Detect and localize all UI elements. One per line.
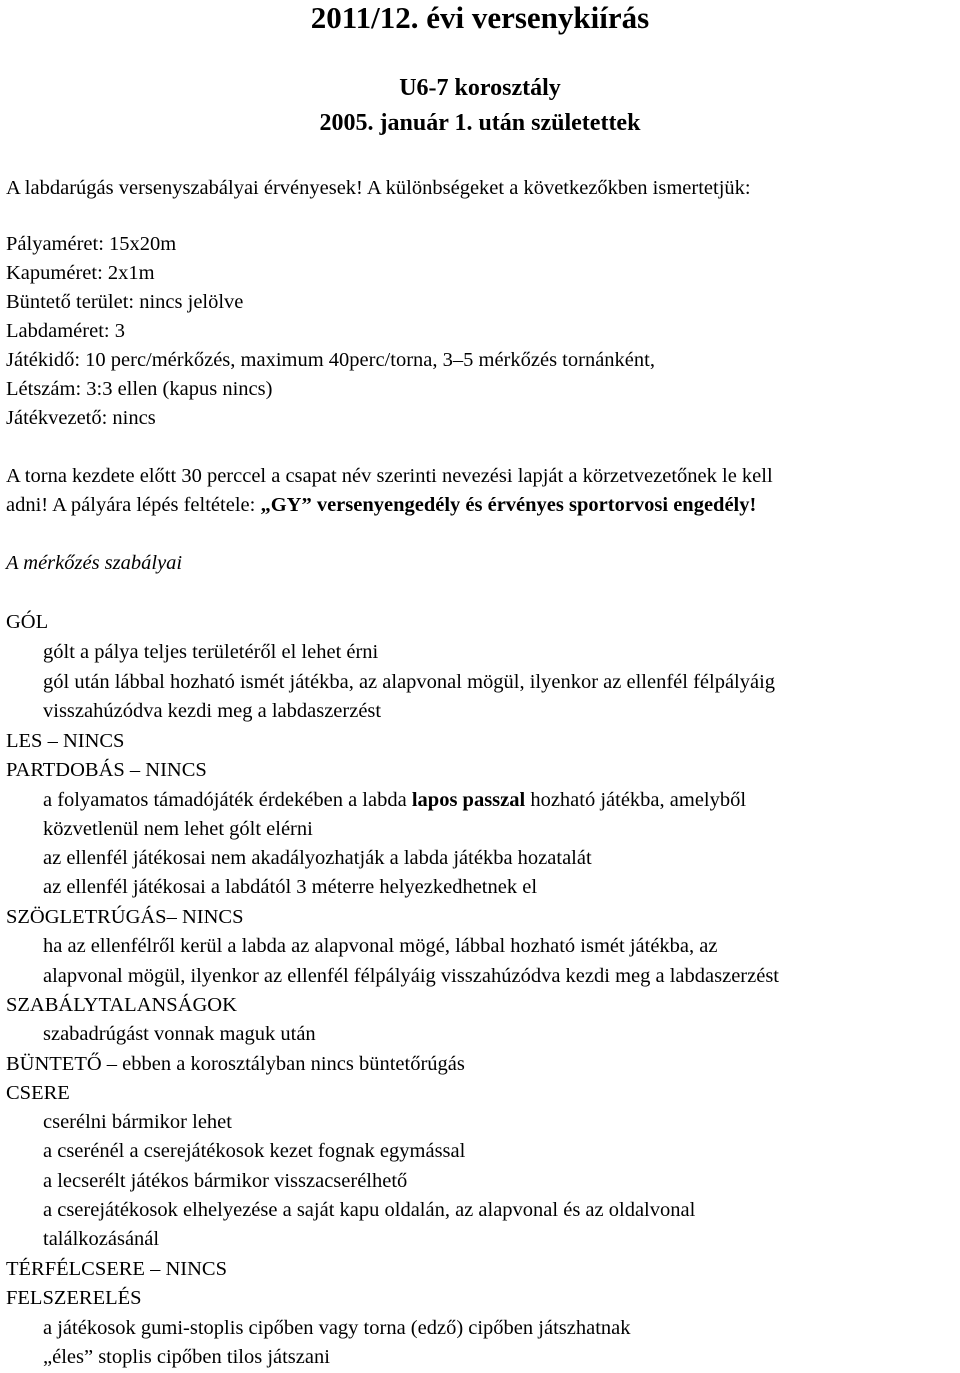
registration-prefix: adni! A pályára lépés feltétele: (6, 494, 261, 516)
partdobas-rule-2: az ellenfél játékosai nem akadályozhatják a labda játékba hozatalát (43, 847, 592, 869)
csere-rule-4a: a cserejátékosok elhelyezése a saját kapu oldalán, az alapvonal és az oldalvonal (43, 1199, 696, 1221)
csere-rule-3: a lecserélt játékos bármikor visszacserélhető (43, 1170, 408, 1192)
spec-play-time: Játékidő: 10 perc/mérkőzés, maximum 40perc/torna, 3–5 mérkőzés tornánként, (6, 349, 655, 371)
partdobas-rule-1 (43, 788, 746, 812)
szoglet-rule-1a: ha az ellenfélről kerül a labda az alapvonal mögé, lábbal hozható ismét játékba, az (43, 935, 718, 957)
registration-line-1: A torna kezdete előtt 30 perccel a csapat név szerinti nevezési lapját a körzetvezetőnek le kell (6, 465, 773, 487)
spec-referee: Játékvezető: nincs (6, 407, 156, 429)
birth-date-heading: 2005. január 1. után születettek (319, 110, 641, 136)
partdobas-rule-3: az ellenfél játékosai a labdától 3 méterre helyezkedhetnek el (43, 876, 538, 898)
gol-rule-1: gólt a pálya teljes területéről el lehet érni (43, 641, 379, 663)
gol-rule-2b: visszahúzódva kezdi meg a labdaszerzést (43, 700, 382, 722)
csere-rule-1: cserélni bármikor lehet (43, 1111, 232, 1133)
license-requirement: „GY” versenyengedély és érvényes sportorvosi engedély! (260, 494, 757, 516)
csere-heading: CSERE (6, 1082, 70, 1104)
szabalytalansagok-rule-1: szabadrúgást vonnak maguk után (43, 1023, 316, 1045)
partdobas-rule-1b: közvetlenül nem lehet gólt elérni (43, 818, 313, 840)
spec-goal-size: Kapuméret: 2x1m (6, 262, 155, 284)
les-heading: LES – NINCS (6, 730, 125, 752)
felszereles-rule-2: „éles” stoplis cipőben tilos játszani (43, 1346, 330, 1368)
spec-ball-size: Labdaméret: 3 (6, 320, 125, 342)
partdobas-heading: PARTDOBÁS – NINCS (6, 759, 207, 781)
partdobas-rule-1-bold: lapos passzal (411, 789, 526, 811)
document-title: 2011/12. évi versenykiírás (310, 0, 650, 35)
partdobas-rule-1-pre: a folyamatos támadójáték érdekében a labda (43, 789, 412, 811)
szoglet-rule-1b: alapvonal mögül, ilyenkor az ellenfél félpályáig visszahúzódva kezdi meg a labdaszerzést (43, 965, 779, 987)
gol-rule-2a: gól után lábbal hozható ismét játékba, az alapvonal mögül, ilyenkor az ellenfél félpályáig (43, 671, 776, 693)
spec-penalty-area: Büntető terület: nincs jelölve (6, 291, 244, 313)
registration-line-2 (6, 493, 756, 517)
spec-field-size: Pályaméret: 15x20m (6, 233, 177, 255)
partdobas-rule-1-post: hozható játékba, amelyből (525, 789, 747, 811)
bunteto-heading: BÜNTETŐ – ebben a korosztályban nincs büntetőrúgás (6, 1053, 465, 1075)
rules-heading: A mérkőzés szabályai (6, 552, 183, 574)
intro-text: A labdarúgás versenyszabályai érvényesek! A különbségeket a következőkben ismertetjük: (6, 177, 751, 199)
felszereles-heading: FELSZERELÉS (6, 1287, 142, 1309)
csere-rule-4b: találkozásánál (43, 1228, 160, 1250)
szoglet-heading: SZÖGLETRÚGÁS– NINCS (6, 906, 244, 928)
spec-team-size: Létszám: 3:3 ellen (kapus nincs) (6, 378, 273, 400)
szabalytalansagok-heading: SZABÁLYTALANSÁGOK (6, 994, 237, 1016)
csere-rule-2: a cserénél a cserejátékosok kezet fognak egymással (43, 1140, 466, 1162)
terfelcsere-heading: TÉRFÉLCSERE – NINCS (6, 1258, 227, 1280)
age-group-heading: U6-7 korosztály (399, 75, 561, 101)
gol-heading: GÓL (6, 611, 49, 633)
felszereles-rule-1: a játékosok gumi-stoplis cipőben vagy torna (edző) cipőben játszhatnak (43, 1317, 631, 1339)
